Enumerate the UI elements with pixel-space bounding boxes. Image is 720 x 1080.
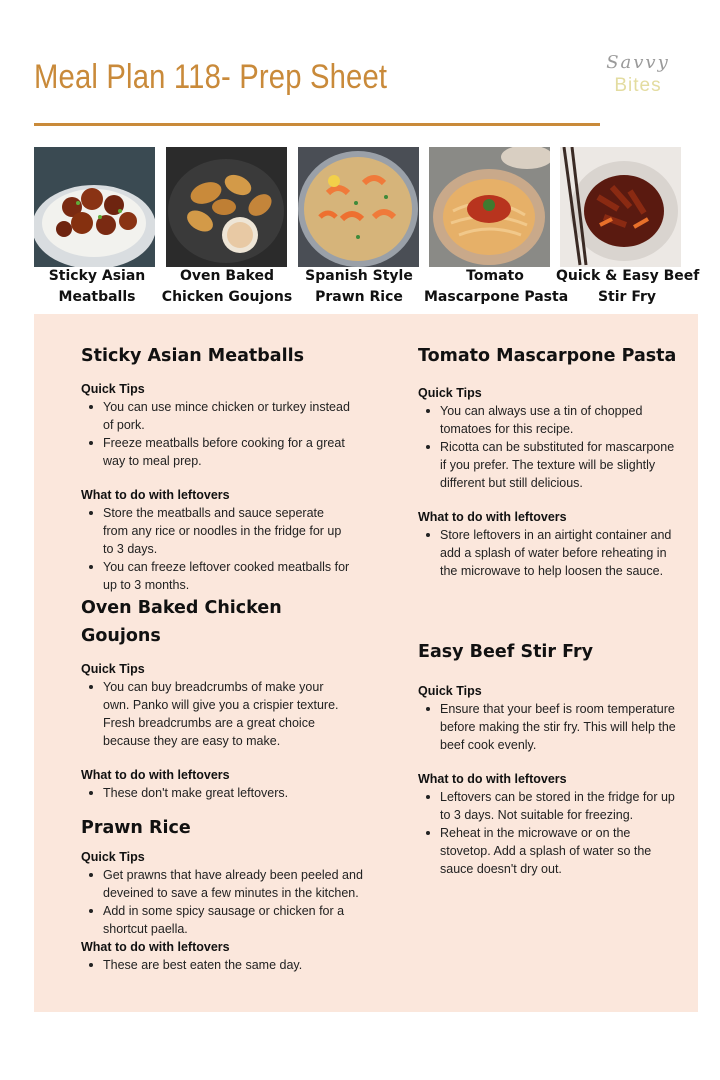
recipe-label-pasta (424, 266, 569, 308)
title-underline (34, 123, 600, 126)
recipe-label-prawn-rice (288, 266, 430, 308)
leftovers-heading: What to do with leftovers (418, 510, 567, 524)
beef-stir-fry-photo (560, 147, 681, 267)
section-title: Goujons (81, 626, 161, 646)
recipe-label-line: Meatballs (58, 289, 136, 305)
meatballs-section (81, 342, 351, 594)
list-item: You can buy breadcrumbs of make your own. Panko will give you a crispier texture. Fresh breadcrumbs are a great choice because they are easy to make. (81, 678, 351, 750)
leftovers-heading: What to do with leftovers (81, 940, 230, 954)
recipe-label-line: Quick & Easy Beef (556, 268, 700, 284)
quick-tips-heading: Quick Tips (418, 684, 482, 698)
list-item: Ricotta can be substituted for mascarpone if you prefer. The texture will be slightly different but still delicious. (418, 438, 678, 492)
leftovers-list (418, 788, 680, 878)
recipe-label-line: Sticky Asian (48, 268, 146, 284)
leftovers-heading: What to do with leftovers (418, 772, 567, 786)
recipe-label-stir-fry (556, 266, 698, 308)
leftovers-list (81, 504, 351, 594)
section-title: Oven Baked Chicken (81, 598, 282, 618)
section-title: Sticky Asian Meatballs (81, 346, 305, 366)
list-item: Add in some spicy sausage or chicken for a shortcut paella. (81, 902, 375, 938)
logo-script-text: Savvy (606, 52, 670, 73)
quick-tips-heading: Quick Tips (418, 386, 482, 400)
tips-list (81, 398, 351, 470)
prawn-rice-photo (298, 147, 419, 267)
recipe-label-line: Prawn Rice (315, 289, 403, 305)
tips-list (418, 402, 678, 492)
list-item: You can freeze leftover cooked meatballs for up to 3 months. (81, 558, 351, 594)
section-title: Tomato Mascarpone Pasta (418, 346, 677, 366)
leftovers-list (418, 526, 678, 580)
tips-list (81, 678, 351, 750)
leftovers-heading: What to do with leftovers (81, 768, 230, 782)
prawn-rice-section (81, 814, 375, 974)
recipe-label-line: Mascarpone Pasta (424, 289, 569, 305)
recipe-label-line: Oven Baked (180, 268, 274, 284)
leftovers-list (81, 956, 375, 974)
list-item: You can use mince chicken or turkey instead of pork. (81, 398, 351, 434)
page-title: Meal Plan 118- Prep Sheet (34, 58, 388, 96)
section-title: Easy Beef Stir Fry (418, 642, 594, 662)
tips-list (81, 866, 375, 938)
section-title: Prawn Rice (81, 818, 191, 838)
recipe-label-line: Stir Fry (597, 289, 657, 305)
tomato-pasta-photo (429, 147, 550, 267)
sticky-asian-meatballs-photo (34, 147, 155, 267)
list-item: Get prawns that have already been peeled and deveined to save a few minutes in the kitchen. (81, 866, 375, 902)
list-item: Ensure that your beef is room temperature before making the stir fry. This will help the beef cook evenly. (418, 700, 680, 754)
recipe-label-line: Chicken Goujons (161, 289, 293, 305)
quick-tips-heading: Quick Tips (81, 850, 145, 864)
list-item: These are best eaten the same day. (81, 956, 375, 974)
brand-logo (598, 52, 678, 112)
stir-fry-section (418, 638, 680, 878)
list-item: Store leftovers in an airtight container and add a splash of water before reheating in the microwave to help loosen the sauce. (418, 526, 678, 580)
logo-text: Bites (614, 75, 662, 96)
list-item: Leftovers can be stored in the fridge for up to 3 days. Not suitable for freezing. (418, 788, 680, 824)
goujons-section (81, 594, 351, 802)
recipe-label-meatballs (26, 266, 168, 308)
list-item: Reheat in the microwave or on the stovetop. Add a splash of water so the sauce doesn't dry out. (418, 824, 680, 878)
quick-tips-heading: Quick Tips (81, 662, 145, 676)
leftovers-list (81, 784, 351, 802)
list-item: You can always use a tin of chopped tomatoes for this recipe. (418, 402, 678, 438)
leftovers-heading: What to do with leftovers (81, 488, 230, 502)
tips-list (418, 700, 680, 754)
recipe-label-line: Tomato (466, 268, 524, 284)
recipe-label-line: Spanish Style (305, 268, 413, 284)
list-item: Freeze meatballs before cooking for a great way to meal prep. (81, 434, 351, 470)
list-item: Store the meatballs and sauce seperate from any rice or noodles in the fridge for up to 3 days. (81, 504, 351, 558)
pasta-section (418, 342, 678, 580)
recipe-label-goujons (156, 266, 298, 308)
quick-tips-heading: Quick Tips (81, 382, 145, 396)
list-item: These don't make great leftovers. (81, 784, 351, 802)
chicken-goujons-photo (166, 147, 287, 267)
